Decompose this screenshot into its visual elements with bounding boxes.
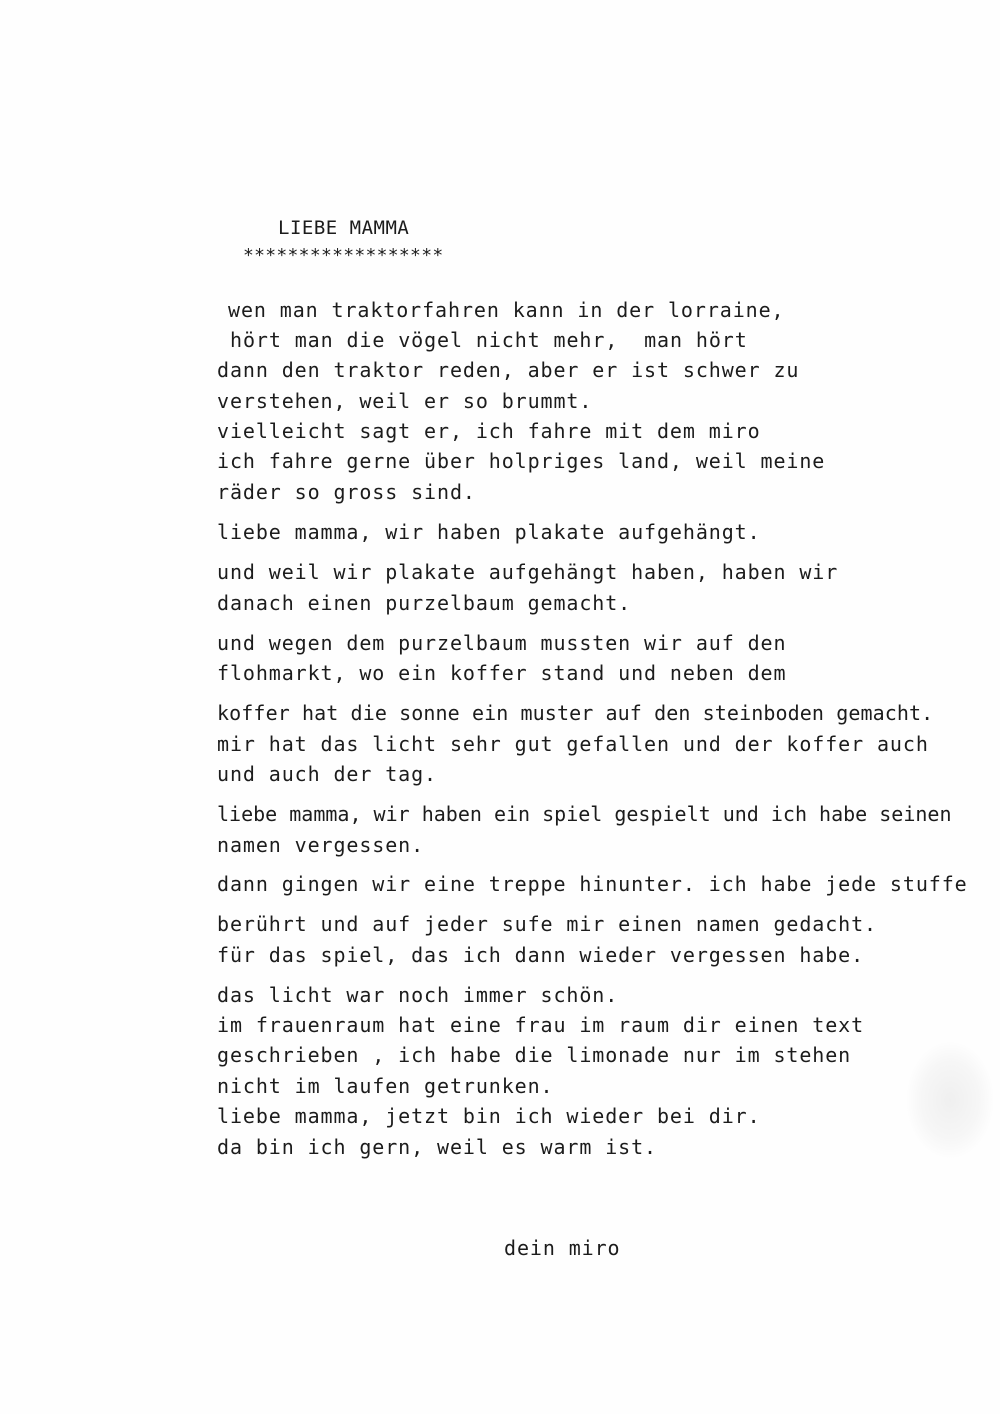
letter-line: liebe mamma, wir haben plakate aufgehängt. (217, 520, 761, 544)
letter-line: flohmarkt, wo ein koffer stand und neben dem (217, 661, 787, 685)
letter-line: da bin ich gern, weil es warm ist. (217, 1135, 657, 1159)
letter-line: liebe mamma, jetzt bin ich wieder bei dir. (217, 1104, 761, 1128)
letter-line: im frauenraum hat eine frau im raum dir einen text (217, 1013, 865, 1037)
letter-title: LIEBE MAMMA (278, 217, 410, 239)
letter-line: dann den traktor reden, aber er ist schwer zu (217, 358, 800, 382)
title-underline: ****************** (243, 245, 444, 266)
letter-line: räder so gross sind. (217, 480, 476, 504)
letter-line: ich fahre gerne über holpriges land, weil meine (217, 449, 826, 473)
letter-line: und wegen dem purzelbaum mussten wir auf den (217, 631, 787, 655)
letter-line: berührt und auf jeder sufe mir einen namen gedacht. (217, 912, 877, 936)
letter-line: und weil wir plakate aufgehängt haben, haben wir (217, 560, 839, 584)
letter-line: vielleicht sagt er, ich fahre mit dem miro (217, 419, 761, 443)
signature: dein miro (504, 1236, 621, 1260)
letter-line: dann gingen wir eine treppe hinunter. ich habe jede stuffe (217, 872, 968, 896)
letter-line: danach einen purzelbaum gemacht. (217, 591, 632, 615)
letter-line: liebe mamma, wir haben ein spiel gespielt und ich habe seinen (217, 802, 952, 826)
letter-line: für das spiel, das ich dann wieder vergessen habe. (217, 943, 865, 967)
letter-line: mir hat das licht sehr gut gefallen und der koffer auch (217, 732, 929, 756)
letter-line: das licht war noch immer schön. (217, 983, 619, 1007)
letter-line: verstehen, weil er so brummt. (217, 389, 593, 413)
paper-smudge (905, 1040, 995, 1160)
letter-line: hört man die vögel nicht mehr, man hört (230, 328, 748, 352)
letter-line: namen vergessen. (217, 833, 425, 857)
letter-line: geschrieben , ich habe die limonade nur im stehen (217, 1043, 852, 1067)
letter-line: nicht im laufen getrunken. (217, 1074, 554, 1098)
letter-line: koffer hat die sonne ein muster auf den steinboden gemacht. (217, 701, 934, 725)
letter-line: und auch der tag. (217, 762, 437, 786)
letter-line: wen man traktorfahren kann in der lorraine, (228, 298, 785, 322)
